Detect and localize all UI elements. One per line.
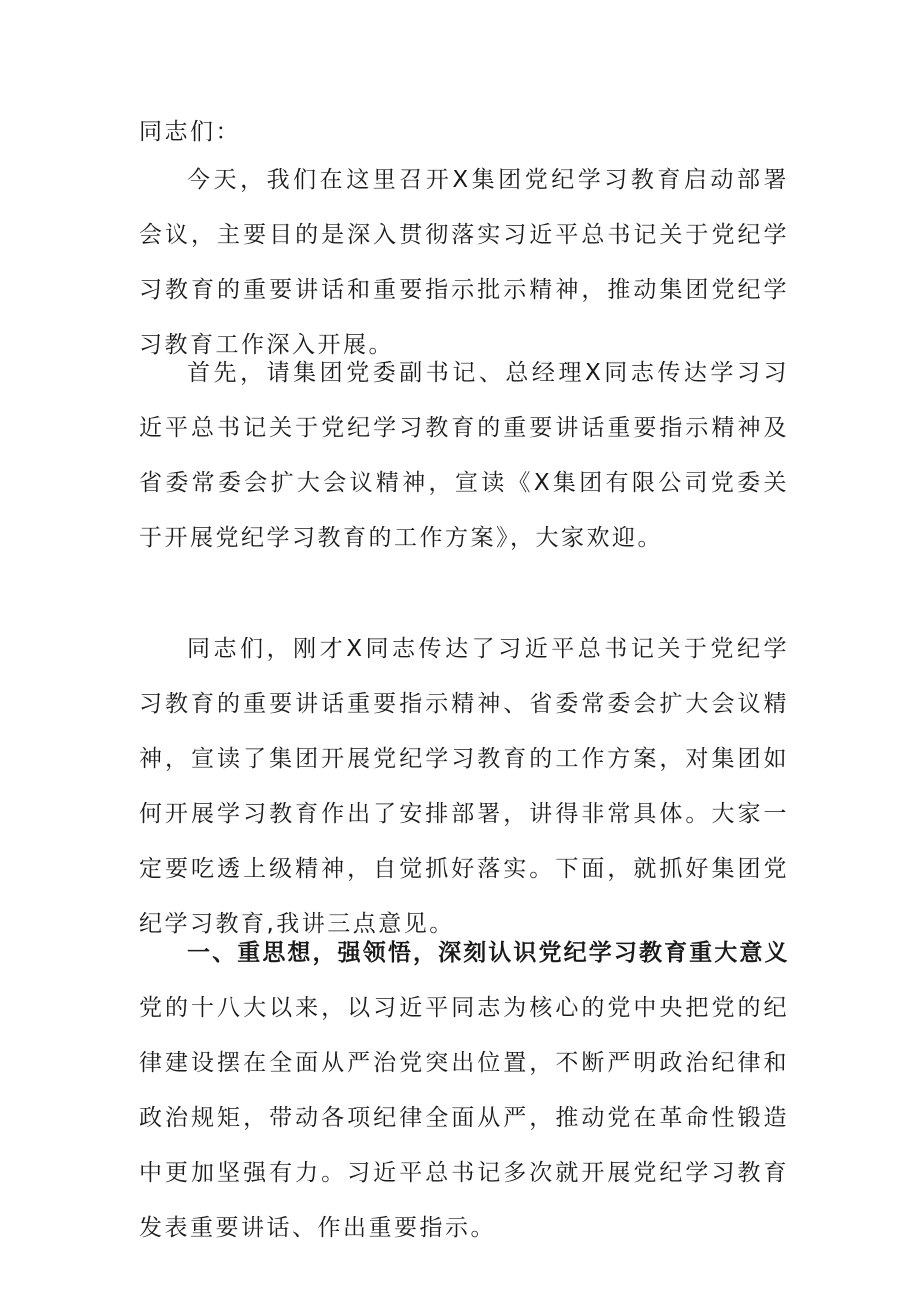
salutation: 同志们： xyxy=(139,119,241,145)
section-one-body: 党的十八大以来，以习近平同志为核心的党中央把党的纪律建设摆在全面从严治党突出位置，不断严明政治纪律和政治规矩，带动各项纪律全面从严，推动党在革命性锻造中更加坚强有力。习近平总书记多次就开展党纪学习教育发表重要讲话、作出重要指示。 xyxy=(139,995,789,1241)
paragraph-opening: 今天，我们在这里召开X集团党纪学习教育启动部署会议，主要目的是深入贯彻落实习近平总书记关于党纪学习教育的重要讲话和重要指示批示精神，推动集团党纪学习教育工作深入开展。 xyxy=(139,167,789,358)
section-one-heading: 一、重思想，强领悟，深刻认识党纪学习教育重大意义 xyxy=(187,940,789,966)
section-one xyxy=(139,926,789,1256)
paragraph-first-item: 首先，请集团党委副书记、总经理X同志传达学习习近平总书记关于党纪学习教育的重要讲话重要指示精神及省委常委会扩大会议精神，宣读《X集团有限公司党委关于开展党纪学习教育的工作方案》，大家欢迎。 xyxy=(139,360,789,551)
paragraph-summary: 同志们，刚才X同志传达了习近平总书记关于党纪学习教育的重要讲话重要指示精神、省委常委会扩大会议精神，宣读了集团开展党纪学习教育的工作方案，对集团如何开展学习教育作出了安排部署，讲得非常具体。大家一定要吃透上级精神，自觉抓好落实。下面，就抓好集团党纪学习教育,我讲三点意见。 xyxy=(139,636,789,937)
